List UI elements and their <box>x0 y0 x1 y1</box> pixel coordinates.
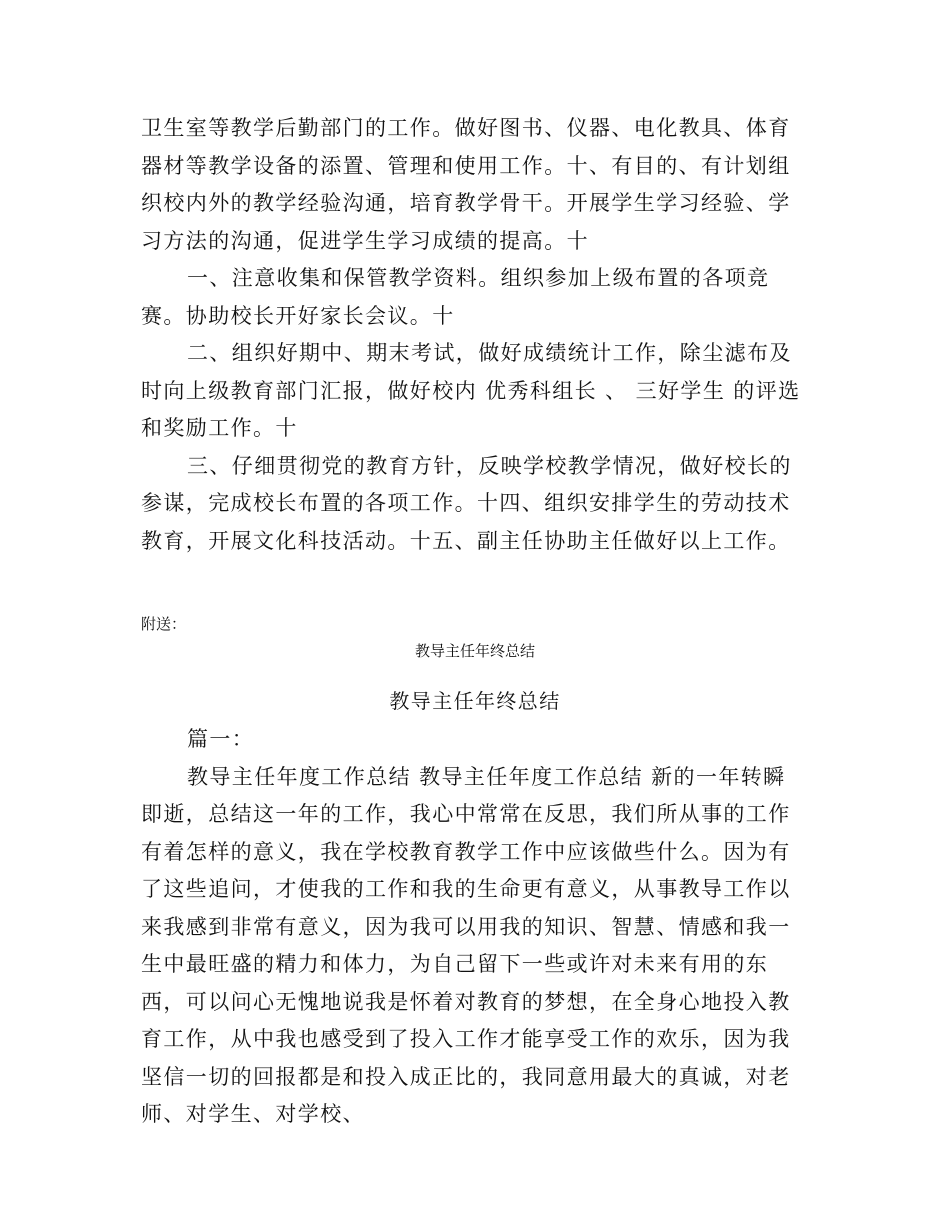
paragraph-continuation: 卫生室等教学后勤部门的工作。做好图书、仪器、电化教具、体育器材等教学设备的添置、管理和使用工作。十、有目的、有计划组织校内外的教学经验沟通，培育教学骨干。开展学生学习经验、学习方法的沟通，促进学生学习成绩的提高。十 <box>141 116 791 253</box>
section-label: 篇一： <box>187 727 255 751</box>
paragraph-item-eleven: 一、注意收集和保管教学资料。组织参加上级布置的各项竞赛。协助校长开好家长会议。十 <box>141 266 770 328</box>
summary-body-paragraph: 教导主任年度工作总结 教导主任年度工作总结 新的一年转瞬即逝，总结这一年的工作，我心中常常在反思，我们所从事的工作有着怎样的意义，我在学校教育教学工作中应该做些什么。因为有了这些追问，才使我的工作和我的生命更有意义，从事教导工作以来我感到非常有意义，因为我可以用我的知识、智慧、情感和我一生中最旺盛的精力和体力，为自己留下一些或许对未来有用的东西，可以问心无愧地说我是怀着对教育的梦想，在全身心地投入教育工作，从中我也感受到了投入工作才能享受工作的欢乐，因为我坚信一切的回报都是和投入成正比的，我同意用最大的真诚，对老师、对学生、对学校、 <box>141 764 791 1126</box>
paragraph-item-twelve: 二、组织好期中、期末考试，做好成绩统计工作，除尘滤布及时向上级教育部门汇报，做好校内 优秀科组长 、 三好学生 的评选和奖励工作。十 <box>141 341 801 440</box>
top-text-section <box>141 110 801 560</box>
appendix-label: 附送： <box>141 615 187 633</box>
appendix-main-title: 教导主任年终总结 <box>389 689 561 713</box>
appendix-small-title: 教导主任年终总结 <box>414 642 535 660</box>
paragraph-item-thirteen: 三、仔细贯彻党的教育方针，反映学校教学情况，做好校长的参谋，完成校长布置的各项工作。十四、组织安排学生的劳动技术教育，开展文化科技活动。十五、副主任协助主任做好以上工作。 <box>141 453 792 553</box>
summary-section <box>141 721 801 1134</box>
